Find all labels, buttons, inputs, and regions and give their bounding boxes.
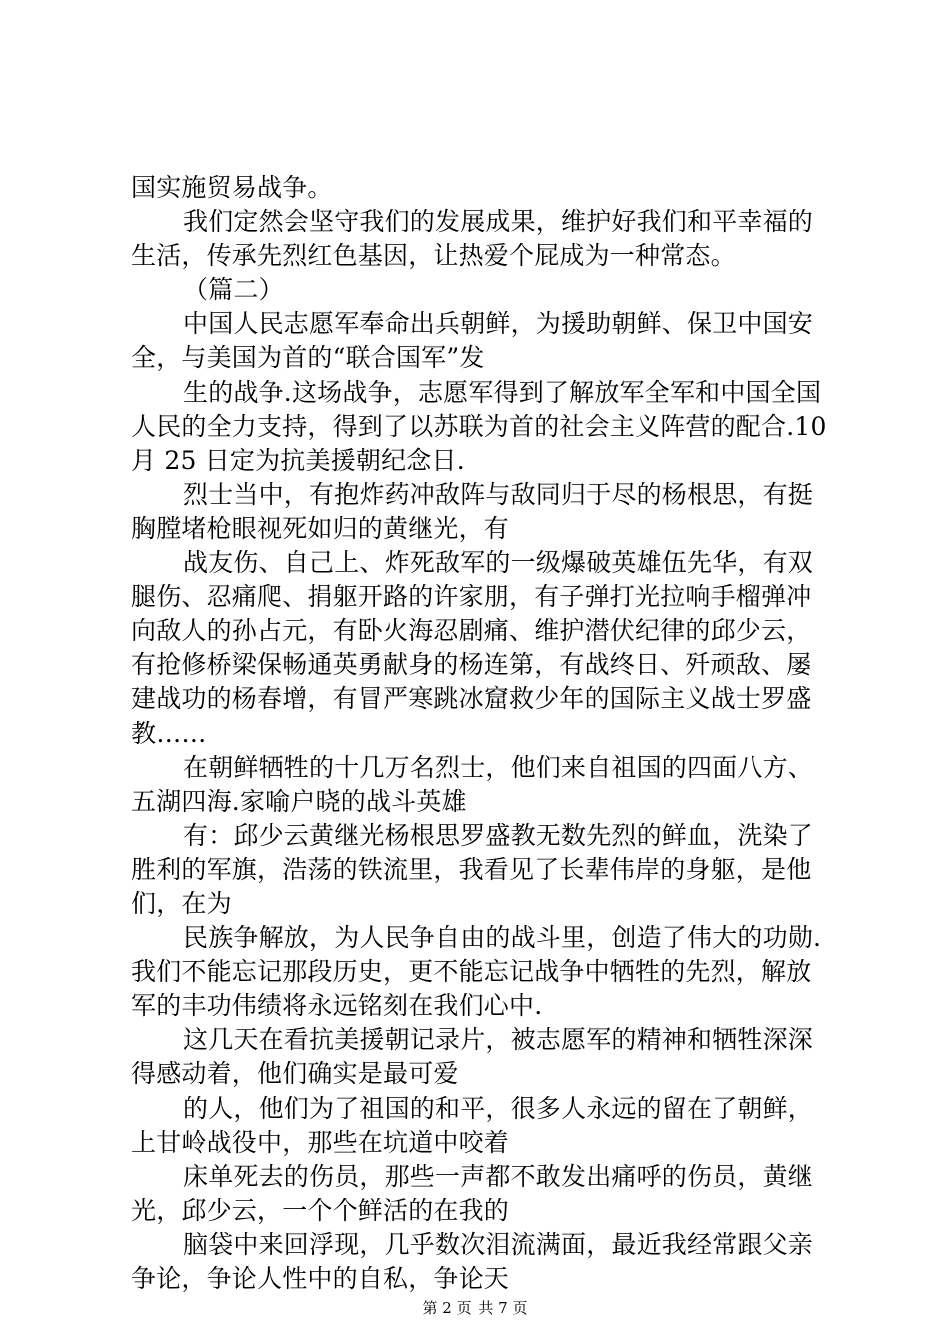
text-line: 脑袋中来回浮现，几乎数次泪流满面，最近我经常跟父亲 xyxy=(183,1229,814,1259)
text-line: 床单死去的伤员，那些一声都不敢发出痛呼的伤员，黄继 xyxy=(183,1161,814,1191)
text-line: 们，在为 xyxy=(131,888,232,918)
page-number: 第 2 页 xyxy=(422,1299,472,1317)
text-line: 的人，他们为了祖国的和平，很多人永远的留在了朝鲜， xyxy=(183,1093,814,1123)
text-line: 上甘岭战役中，那些在坑道中咬着 xyxy=(131,1127,510,1157)
text-line: 五湖四海.家喻户晓的战斗英雄 xyxy=(131,786,467,816)
text-line: 有抢修桥梁保畅通英勇献身的杨连第，有战终日、歼顽敌、屡 xyxy=(131,650,812,680)
text-line: 建战功的杨春增，有冒严寒跳冰窟救少年的国际主义战士罗盛 xyxy=(131,684,812,714)
text-line: 全，与美国为首的“联合国军”发 xyxy=(131,343,485,373)
text-line: 腿伤、忍痛爬、捐躯开路的许家朋，有子弹打光拉响手榴弹冲 xyxy=(131,582,812,612)
text-line: 争论，争论人性中的自私，争论天 xyxy=(131,1264,510,1293)
document-body xyxy=(131,171,831,1296)
page-footer xyxy=(0,1298,950,1318)
text-line: 烈士当中，有抱炸药冲敌阵与敌同归于尽的杨根思，有挺 xyxy=(183,479,814,509)
text-line: 战友伤、自己上、炸死敌军的一级爆破英雄伍先华，有双 xyxy=(183,548,814,578)
text-line: 胜利的军旗，浩荡的铁流里，我看见了长辈伟岸的身躯，是他 xyxy=(131,854,812,884)
text-line: 这几天在看抗美援朝记录片，被志愿军的精神和牺牲深深 xyxy=(183,1025,814,1055)
text-line: 有：邱少云黄继光杨根思罗盛教无数先烈的鲜血，洗染了 xyxy=(183,820,814,850)
text-line: 人民的全力支持，得到了以苏联为首的社会主义阵营的配合.10 xyxy=(131,411,827,441)
text-line: 国实施贸易战争。 xyxy=(131,173,333,202)
text-line: 光，邱少云，一个个鲜活的在我的 xyxy=(131,1195,510,1225)
text-line: 向敌人的孙占元，有卧火海忍剧痛、维护潜伏纪律的邱少云， xyxy=(131,616,812,646)
text-line: 我们定然会坚守我们的发展成果，维护好我们和平幸福的 xyxy=(183,207,814,237)
text-line: 民族争解放，为人民争自由的战斗里，创造了伟大的功勋. xyxy=(183,923,822,953)
text-line: 生的战争.这场战争，志愿军得到了解放军全军和中国全国 xyxy=(183,377,822,407)
text-line: 我们不能忘记那段历史，更不能忘记战争中牺牲的先烈，解放 xyxy=(131,957,812,987)
text-line: 得感动着，他们确实是最可爱 xyxy=(131,1059,459,1089)
text-line: 生活，传承先烈红色基因，让热爱个屁成为一种常态。 xyxy=(131,241,736,271)
text-line: 教…… xyxy=(131,718,207,748)
text-line: 胸膛堵枪眼视死如归的黄继光，有 xyxy=(131,513,510,543)
text-line: 在朝鲜牺牲的十几万名烈士，他们来自祖国的四面八方、 xyxy=(183,752,814,782)
text-line: 中国人民志愿军奉命出兵朝鲜，为援助朝鲜、保卫中国安 xyxy=(183,309,814,339)
text-line: （篇二） xyxy=(183,275,284,305)
text-line: 军的丰功伟绩将永远铭刻在我们心中. xyxy=(131,991,543,1021)
page-total: 共 7 页 xyxy=(478,1299,528,1317)
text-line: 月 25 日定为抗美援朝纪念日. xyxy=(131,445,465,475)
